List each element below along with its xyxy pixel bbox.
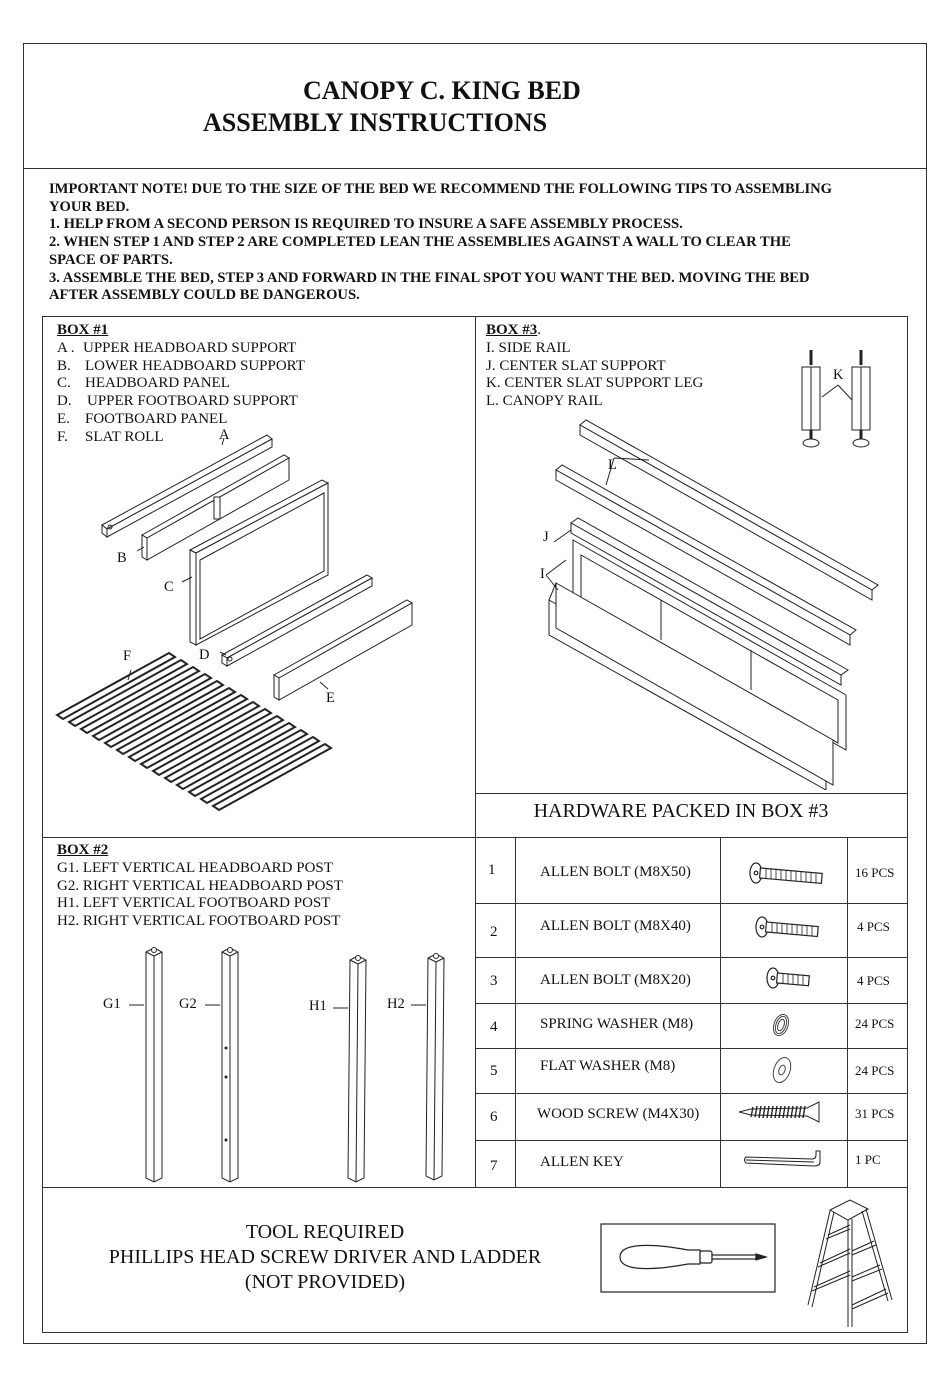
- part-key: H1.: [57, 895, 80, 912]
- table-col-line: [720, 837, 721, 1187]
- note-line: IMPORTANT NOTE! DUE TO THE SIZE OF THE BED WE RECOMMEND THE FOLLOWING TIPS TO ASSEMBLING: [49, 181, 833, 197]
- screwdriver-icon: [600, 1223, 776, 1293]
- part-key: G2.: [57, 877, 80, 894]
- diagram-label-f: F: [123, 648, 132, 664]
- hardware-item-name: WOOD SCREW (M4X30): [537, 1106, 700, 1122]
- part-name: RIGHT VERTICAL FOOTBOARD POST: [82, 913, 341, 930]
- diagram-label-i: I: [540, 566, 545, 582]
- hardware-item-quantity: 1 PC: [855, 1152, 881, 1167]
- hardware-table-title: HARDWARE PACKED IN BOX #3: [533, 800, 829, 822]
- grid-divider-horizontal: [42, 837, 908, 838]
- diagram-label-j: J: [543, 529, 549, 545]
- box1-part-item: [57, 375, 305, 393]
- ladder-icon: [798, 1195, 898, 1330]
- tools-heading: TOOL REQUIRED: [245, 1221, 405, 1243]
- wood-screw-icon: [737, 1100, 823, 1124]
- table-row-line: [475, 1093, 908, 1094]
- hardware-item-number: 6: [490, 1109, 498, 1125]
- left-vertical-footboard-post-drawing: [348, 956, 366, 1183]
- table-row-line: [475, 1048, 908, 1049]
- part-name: CANOPY RAIL: [502, 393, 603, 410]
- part-key: C.: [57, 375, 71, 392]
- box1-heading: BOX #1: [57, 322, 109, 338]
- diagram-label-a: A: [219, 427, 230, 443]
- hardware-item-quantity: 24 PCS: [855, 1063, 895, 1078]
- box2-part-item: [57, 860, 343, 878]
- diagram-label-d: D: [199, 647, 210, 663]
- part-key: D.: [57, 393, 72, 410]
- side-rail-drawing: [546, 540, 846, 790]
- tools-list: PHILLIPS HEAD SCREW DRIVER AND LADDER: [108, 1246, 542, 1268]
- diagram-label-e: E: [326, 690, 335, 706]
- hardware-item-number: 5: [490, 1063, 498, 1079]
- table-row-line: [475, 957, 908, 958]
- hardware-item-name: SPRING WASHER (M8): [540, 1016, 694, 1032]
- hardware-item-number: 3: [490, 973, 498, 989]
- hardware-item-number: 1: [488, 862, 496, 878]
- part-key: L.: [486, 393, 499, 410]
- diagram-label-h2: H2: [387, 996, 405, 1012]
- diagram-label-l: L: [608, 457, 617, 473]
- note-line: YOUR BED.: [49, 198, 130, 215]
- part-name: RIGHT VERTICAL HEADBOARD POST: [82, 877, 343, 894]
- part-name: HEADBOARD PANEL: [85, 375, 230, 392]
- box2-posts-diagram: [42, 940, 474, 1185]
- hardware-item-name: ALLEN BOLT (M8X20): [540, 972, 691, 988]
- header-divider: [23, 168, 927, 169]
- left-vertical-headboard-post-drawing: [146, 948, 162, 1183]
- hardware-item-name: FLAT WASHER (M8): [540, 1058, 676, 1074]
- part-key: E.: [57, 410, 70, 427]
- document-title: CANOPY C. KING BED: [303, 76, 581, 105]
- hardware-item-quantity: 16 PCS: [855, 865, 895, 880]
- part-key: J.: [486, 357, 496, 374]
- part-key: B.: [57, 357, 71, 374]
- hardware-item-quantity: 4 PCS: [857, 973, 890, 988]
- spring-washer-icon: [770, 1012, 792, 1038]
- note-line: 3. ASSEMBLE THE BED, STEP 3 AND FORWARD IN THE FINAL SPOT YOU WANT THE BED. MOVING THE BED: [49, 269, 810, 286]
- tools-divider: [42, 1187, 908, 1188]
- part-key: K.: [486, 375, 501, 392]
- diagram-label-h1: H1: [309, 998, 327, 1014]
- table-col-line: [515, 837, 516, 1187]
- diagram-label-g2: G2: [179, 996, 197, 1012]
- allen-key-icon: [740, 1148, 822, 1172]
- tools-required-text: [60, 1220, 590, 1295]
- part-key: F.: [57, 428, 68, 445]
- part-name: LEFT VERTICAL FOOTBOARD POST: [82, 895, 331, 912]
- box1-part-item: [57, 340, 305, 358]
- table-col-line: [847, 837, 848, 1187]
- hardware-item-name: ALLEN BOLT (M8X50): [540, 864, 691, 880]
- part-name: UPPER HEADBOARD SUPPORT: [83, 339, 297, 356]
- flat-washer-icon: [770, 1055, 794, 1085]
- table-row-line: [475, 1140, 908, 1141]
- diagram-label-k: K: [833, 367, 844, 383]
- allen-bolt-short-icon: [765, 965, 815, 993]
- part-key: G1.: [57, 859, 80, 876]
- hardware-title-top-line: [475, 793, 908, 794]
- document-subtitle: ASSEMBLY INSTRUCTIONS: [203, 108, 548, 137]
- important-note: [49, 181, 914, 305]
- diagram-label-g1: G1: [103, 996, 121, 1012]
- part-name: UPPER FOOTBOARD SUPPORT: [87, 393, 298, 410]
- part-key: I.: [486, 339, 495, 356]
- right-vertical-footboard-post-drawing: [426, 954, 444, 1181]
- part-key: A .: [57, 339, 75, 356]
- hardware-item-quantity: 4 PCS: [857, 919, 890, 934]
- allen-bolt-long-icon: [748, 860, 828, 888]
- note-line: 2. WHEN STEP 1 AND STEP 2 ARE COMPLETED LEAN THE ASSEMBLIES AGAINST A WALL TO CLEAR THE: [49, 234, 791, 251]
- box3-heading-suffix: .: [537, 322, 542, 338]
- part-name: FOOTBOARD PANEL: [85, 410, 228, 427]
- box3-heading: BOX #3: [486, 322, 538, 338]
- hardware-item-name: ALLEN BOLT (M8X40): [540, 918, 691, 934]
- hardware-item-name: ALLEN KEY: [540, 1154, 624, 1170]
- allen-bolt-medium-icon: [754, 914, 824, 942]
- diagram-label-b: B: [117, 550, 127, 566]
- hardware-item-number: 4: [490, 1019, 498, 1035]
- part-name: LEFT VERTICAL HEADBOARD POST: [82, 859, 333, 876]
- box1-exploded-diagram: [42, 425, 474, 825]
- box2-part-item: [57, 878, 343, 896]
- part-name: LOWER HEADBOARD SUPPORT: [85, 357, 305, 374]
- part-name: CENTER SLAT SUPPORT LEG: [504, 375, 704, 392]
- hardware-item-quantity: 24 PCS: [855, 1016, 895, 1031]
- part-name: SLAT ROLL: [85, 428, 164, 445]
- note-line: 1. HELP FROM A SECOND PERSON IS REQUIRED TO INSURE A SAFE ASSEMBLY PROCESS.: [49, 216, 683, 233]
- diagram-label-c: C: [164, 579, 174, 595]
- hardware-item-number: 2: [490, 924, 498, 940]
- note-line: AFTER ASSEMBLY COULD BE DANGEROUS.: [49, 287, 360, 304]
- hardware-item-number: 7: [490, 1158, 498, 1174]
- hardware-item-quantity: 31 PCS: [855, 1106, 895, 1121]
- box2-parts-list: [57, 842, 343, 931]
- table-row-line: [475, 1003, 908, 1004]
- part-key: H2.: [57, 913, 80, 930]
- box1-part-item: [57, 393, 305, 411]
- box2-heading: BOX #2: [57, 842, 109, 858]
- center-slat-support-leg-drawing: [802, 350, 870, 447]
- box2-part-item: [57, 895, 343, 913]
- box2-part-item: [57, 913, 343, 931]
- note-line: SPACE OF PARTS.: [49, 251, 173, 268]
- tools-note: (NOT PROVIDED): [244, 1271, 406, 1293]
- table-row-line: [475, 903, 908, 904]
- right-vertical-headboard-post-drawing: [222, 948, 238, 1183]
- box1-part-item: [57, 358, 305, 376]
- part-name: SIDE RAIL: [498, 339, 571, 356]
- part-name: CENTER SLAT SUPPORT: [499, 357, 666, 374]
